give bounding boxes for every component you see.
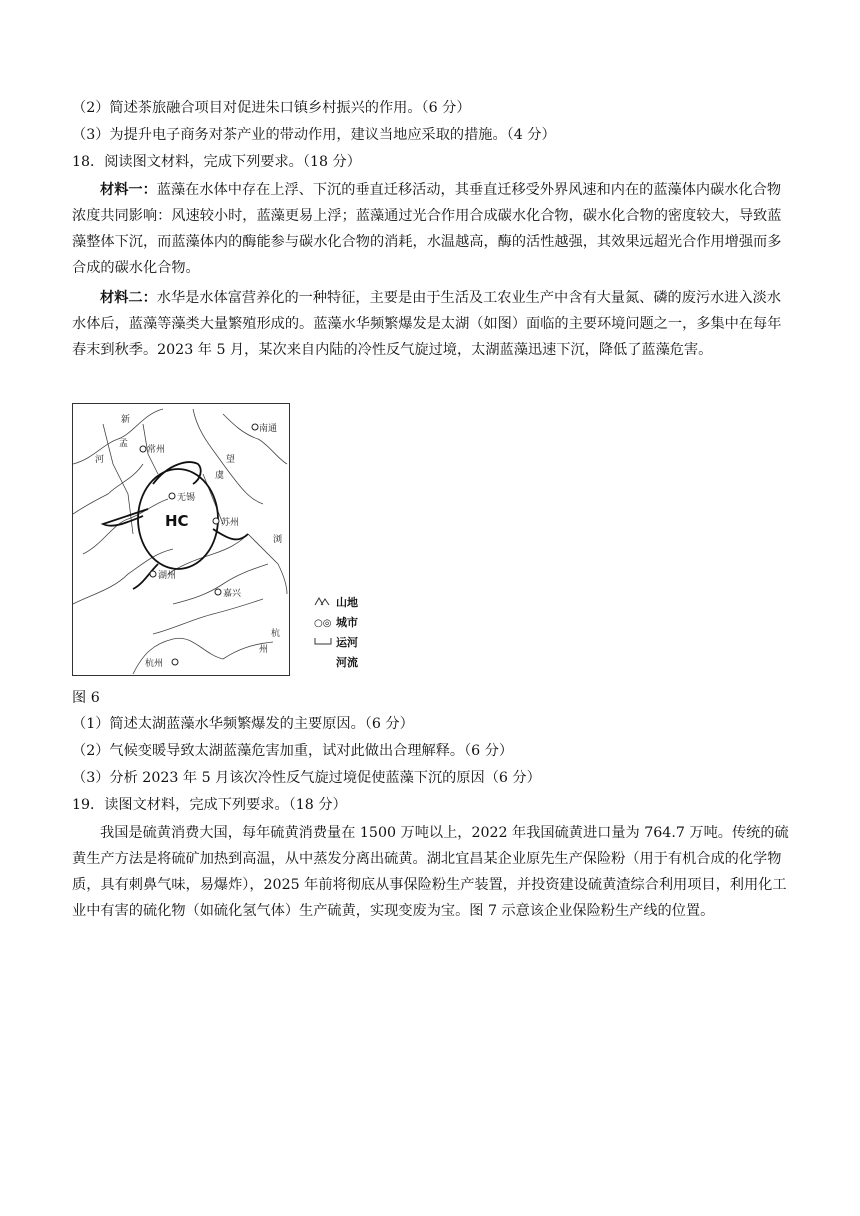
city-label-changzhou: 常州 [147,445,166,455]
material-two-text: 水华是水体富营养化的一种特征，主要是由于生活及工农业生产中含有大量氮、磷的废污水进入淡水水体后，蓝藻等藻类大量繁殖形成的。蓝藻水华频繁爆发是太湖（如图）面临的主要环境问题之一，多集中在每年春末到秋季。2023 年 5 月，某次来自内陆的冷性反气旋过境，太湖蓝藻迅速下沉，降低了蓝藻危害。 [72,290,782,358]
city-label-jiaxing: 嘉兴 [223,589,242,599]
legend-river: 河流 [336,656,358,669]
city-icon: ○◎ [314,618,332,629]
map-legend [314,590,404,680]
river-label-1: 新 [121,415,131,425]
question-19-material [72,820,790,924]
question-18-1: （1）简述太湖蓝藻水华频繁爆发的主要原因。（6 分） [72,716,414,732]
material-two-label: 材料二： [100,290,157,306]
legend-canal: 运河 [314,634,358,650]
river-label-4: 望 [226,455,236,465]
question-19-heading: 19．读图文材料，完成下列要求。（18 分） [72,797,347,813]
river-label-5: 虞 [215,471,225,481]
handwritten-mark: HC [165,512,189,530]
legend-mountain: 山地 [314,594,358,610]
legend-city: ○◎ 城市 [314,616,358,629]
question-18-3: （3）分析 2023 年 5 月该次冷性反气旋过境促使蓝藻下沉的原因（6 分） [72,770,541,786]
question-19-text: 我国是硫黄消费大国，每年硫黄消费量在 1500 万吨以上，2022 年我国硫黄进口量为 764.7 万吨。传统的硫黄生产方法是将硫矿加热到高温，从中蒸发分离出硫黄。湖北宜昌某企业原先生产保险粉（用于有机合成的化学物质，具有刺鼻气味，易爆炸），2025 年前将彻底从事保险粉生产装置，并投资建设硫黄渣综合利用项目，利用化工业中有害的硫化物（如硫化氢气体）生产硫黄，实现变废为宝。图 7 示意该企业保险粉生产线的位置。 [72,825,789,919]
question-18-heading: 18．阅读图文材料，完成下列要求。（18 分） [72,154,361,170]
taihu-map [72,403,290,676]
question-17-3: （3）为提升电子商务对茶产业的带动作用，建议当地应采取的措施。（4 分） [72,127,556,143]
city-label-suzhou: 苏州 [221,518,240,528]
river-label-7: 杭 [271,629,281,639]
river-label-2: 孟 [119,439,129,449]
canal-icon [314,636,336,649]
mountain-icon [314,596,336,609]
river-label-3: 河 [95,455,105,465]
city-label-wuxi: 无锡 [177,493,196,503]
question-17-2: （2）简述茶旅融合项目对促进朱口镇乡村振兴的作用。（6 分） [72,100,471,116]
figure-caption: 图 6 [72,690,100,706]
map-drawing [73,404,288,674]
material-two [72,285,790,363]
city-label-huzhou: 湖州 [158,571,177,581]
river-label-8: 州 [259,645,269,655]
material-one [72,177,790,281]
material-one-label: 材料一： [100,182,157,198]
material-one-text: 蓝藻在水体中存在上浮、下沉的垂直迁移活动，其垂直迁移受外界风速和内在的蓝藻体内碳水化合物浓度共同影响：风速较小时，蓝藻更易上浮；蓝藻通过光合作用合成碳水化合物，碳水化合物的密度较大，导致蓝藻整体下沉，而蓝藻体内的酶能参与碳水化合物的消耗，水温越高，酶的活性越强，其效果远超光合作用增强而多合成的碳水化合物。 [72,182,782,276]
city-label-nantong: 南通 [259,424,278,434]
city-label-hangzhou: 杭州 [145,659,164,669]
river-label-6: 浏 [273,535,283,545]
question-18-2: （2）气候变暖导致太湖蓝藻危害加重，试对此做出合理解释。（6 分） [72,743,514,759]
